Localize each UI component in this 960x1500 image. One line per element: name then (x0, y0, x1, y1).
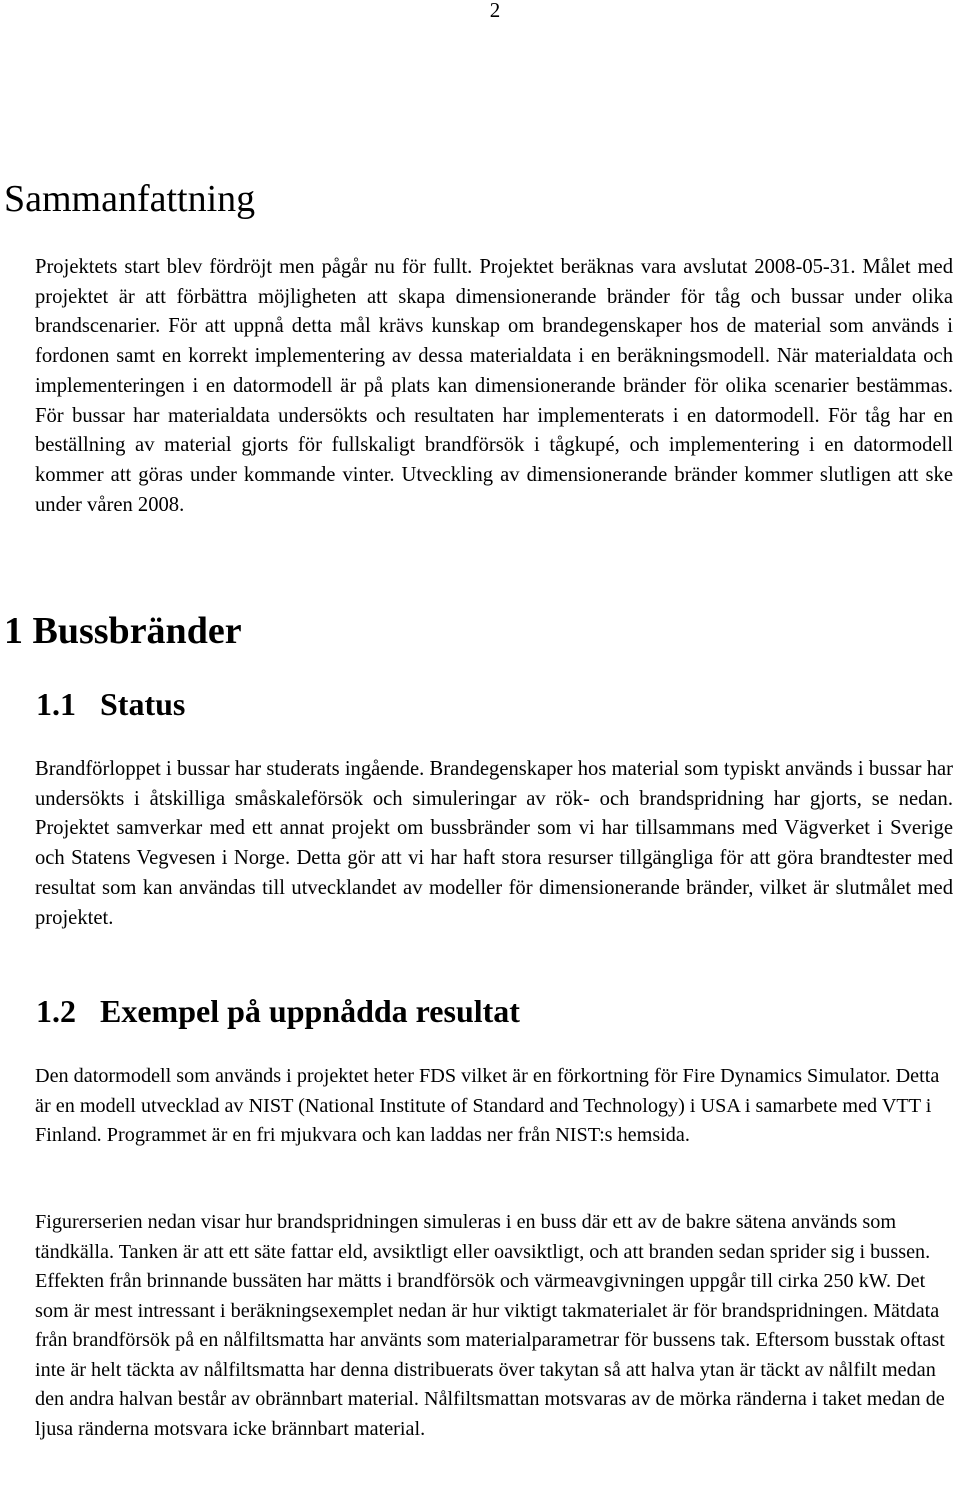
subsection-title: Status (100, 686, 186, 722)
subsection-title: Exempel på uppnådda resultat (100, 993, 520, 1029)
subsection-number: 1.2 (36, 993, 76, 1029)
subsection-heading-example (36, 995, 520, 1027)
subsection-number: 1.1 (36, 686, 76, 722)
page-number: 2 (489, 0, 501, 22)
example-paragraph-fds: Den datormodell som används i projektet heter FDS vilket är en förkortning för Fire Dynamics Simulator. Detta är en modell utvecklad av NIST (National Institute of Standard and Technology) i USA i samarbete med VTT i Finland. Programmet är en fri mjukvara och kan laddas ner från NIST:s hemsida. (35, 1065, 940, 1146)
example-paragraph-simulation: Figurerserien nedan visar hur brandspridningen simuleras i en buss där ett av de bakre sätena används som tändkälla. Tanken är att ett säte fattar eld, avsiktligt eller oavsiktligt, och att branden sedan sprider sig i bussen. Effekten från brinnande bussäten har mätts i brandförsök och värmeavgivningen uppgår till cirka 250 kW. Det som är mest intressant i beräkningsexemplet nedan är hur viktigt takmaterialet är för brandspridningen. Mätdata från brandförsök på en nålfiltsmatta har använts som materialparametrar för bussens tak. Eftersom busstak oftast inte är helt täckta av nålfiltsmatta har denna distribuerats över takytan så att halva ytan är täckt av nålfilt medan den andra halvan består av obrännbart material. Nålfiltsmattan motsvaras av de mörka ränderna i taket medan de ljusa ränderna motsvara icke brännbart material. (35, 1211, 945, 1440)
section-heading-bussbrander: 1 Bussbränder (4, 610, 242, 652)
summary-heading: Sammanfattning (4, 178, 256, 220)
subsection-heading-status (36, 688, 185, 720)
status-paragraph: Brandförloppet i bussar har studerats ingående. Brandegenskaper hos material som typiskt används i bussar har undersökts i åtskilliga småskaleförsök och simuleringar av rök- och brandspridning har gjorts, se nedan. Projektet samverkar med ett annat projekt om bussbränder som vi har tillsammans med Vägverket i Sverige och Statens Vegvesen i Norge. Detta gör att vi har haft stora resurser tillgängliga för att göra brandtester med resultat som kan användas till utvecklandet av modeller för dimensionerande bränder, vilket är slutmålet med projektet. (35, 758, 953, 929)
summary-paragraph: Projektets start blev fördröjt men pågår nu för fullt. Projektet beräknas vara avslutat 2008-05-31. Målet med projektet är att förbättra möjligheten att skapa dimensionerande bränder för tåg och bussar under olika brandscenarier. För att uppnå detta mål krävs kunskap om brandegenskaper hos de material som används i fordonen samt en korrekt implementering av dessa materialdata i en beräkningsmodell. När materialdata och implementeringen i en datormodell är på plats kan dimensionerande bränder för olika scenarier bestämmas. För bussar har materialdata undersökts och resultaten har implementerats i en datormodell. För tåg har en beställning av material gjorts för fullskaligt brandförsök i tågkupé, och implementering i en datormodell kommer att göras under kommande vinter. Utveckling av dimensionerande bränder kommer slutligen att ske under våren 2008. (35, 256, 953, 516)
